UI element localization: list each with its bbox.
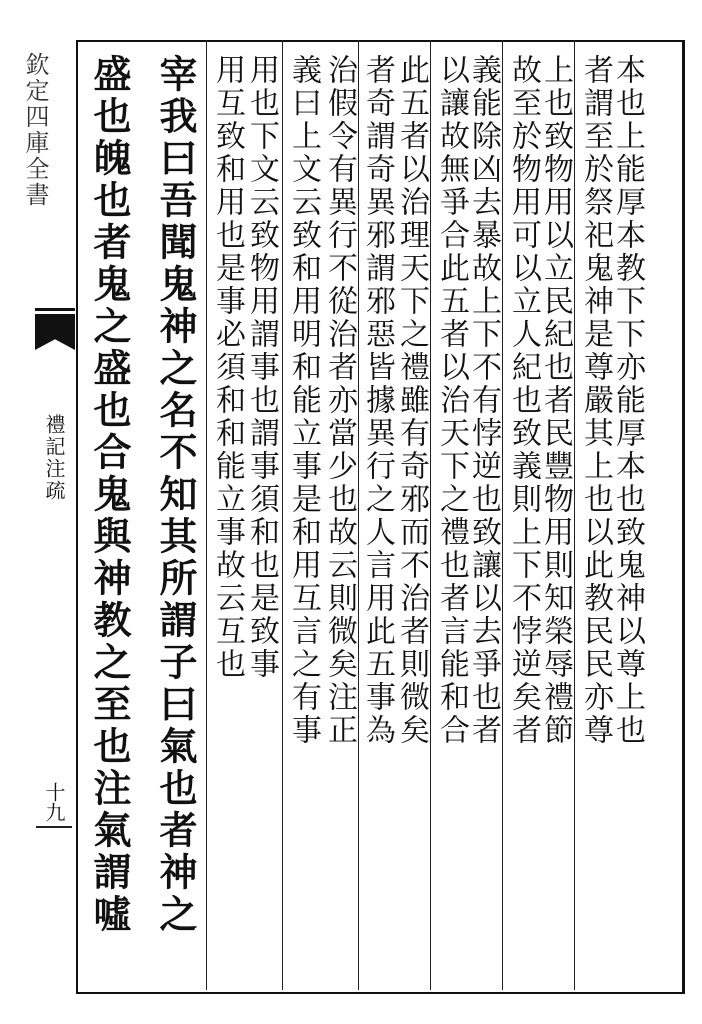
text-column: 用也下文云致物用謂事也謂事須和也是致事 — [244, 54, 279, 681]
text-column: 此五者以治理天下之禮雖有奇邪而不治者則微矣 — [394, 54, 429, 747]
column-rule — [358, 40, 359, 990]
text-column: 者奇謂奇異邪謂邪惡皆據異行之人言用此五事為 — [360, 54, 395, 747]
text-column: 治假令有異行不從治者亦當少也故云則微矣注正 — [322, 54, 357, 747]
text-column: 義曰上文云致和用明和能立事是和用互言之有事 — [286, 54, 321, 747]
column-rule — [502, 40, 503, 990]
text-column: 義能除凶去暴故上下不有悖逆也致讓以去爭也者 — [466, 54, 501, 747]
main-text-column: 宰我曰吾聞鬼神之名不知其所謂子曰氣也者神之 — [153, 54, 198, 936]
page-number: 十九 — [42, 782, 66, 822]
main-text-column: 盛也魄也者鬼之盛也合鬼與神教之至也注氣謂噓 — [87, 54, 132, 936]
column-rule — [206, 40, 207, 990]
fishtail-rule — [35, 308, 75, 311]
text-column: 故至於物用可以立人紀也致義則上下不悖逆矣者 — [506, 54, 541, 747]
text-column: 者謂至於祭祀鬼神是尊嚴其上也以此教民民亦尊 — [578, 54, 613, 747]
text-column: 以讓故無爭合此五者以治天下之禮也者言能和合 — [434, 54, 469, 747]
text-column: 本也上能厚本教下下亦能厚本也致鬼神以尊上也 — [610, 54, 645, 747]
column-rule — [430, 40, 431, 990]
text-column: 用互致和用也是事必須和和能立事故云互也 — [210, 54, 245, 681]
book-title: 禮記注疏 — [42, 414, 66, 502]
column-rule — [282, 40, 283, 990]
column-rule — [574, 40, 575, 990]
page-number-rule — [36, 826, 72, 828]
margin-top-title: 欽定四庫全書 — [21, 52, 49, 208]
text-column: 上也致物用以立民紀也者民豐物用則知榮辱禮節 — [538, 54, 573, 747]
fishtail-mark-icon — [35, 314, 75, 350]
